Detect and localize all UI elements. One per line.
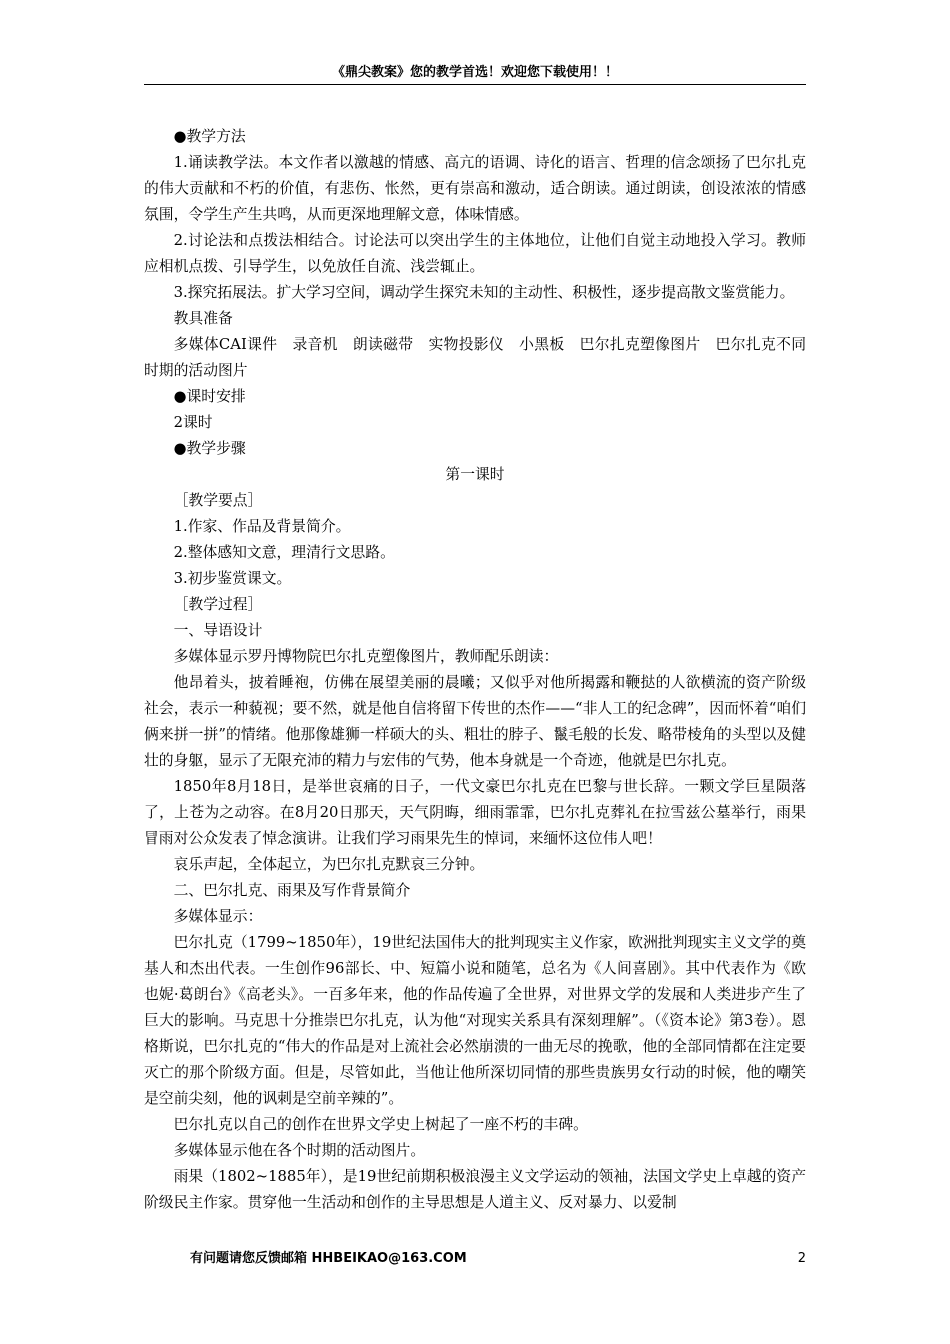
page-header: 《鼎尖教案》您的教学首选！欢迎您下载使用！！ [331,65,618,80]
paragraph-hugo-bio: 雨果（1802~1885年），是19世纪前期积极浪漫主义文学运动的领袖，法国文学史上卓越的资产阶级民主作家。贯穿他一生活动和创作的主导思想是人道主义、反对暴力、以爱制 [144,1168,806,1211]
paragraph-silence: 哀乐声起，全体起立，为巴尔扎克默哀三分钟。 [173,856,485,873]
key-point-3: 3.初步鉴赏课文。 [173,570,292,587]
section-heading-schedule: ●课时安排 [173,388,246,405]
key-point-2: 2.整体感知文意，理清行文思路。 [173,544,395,561]
document-body [144,124,806,1216]
paragraph-multimedia-statue: 多媒体显示罗丹博物院巴尔扎克塑像图片，教师配乐朗读： [173,648,559,665]
key-point-1: 1.作家、作品及背景简介。 [173,518,351,535]
subheading-background: 二、巴尔扎克、雨果及写作背景简介 [173,882,411,899]
paragraph-schedule: 2课时 [173,414,213,431]
subheading-key-points: ［教学要点］ [173,492,263,509]
footer-contact: 有问题请您反馈邮箱 HHBEIKAO@163.COM [190,1251,467,1266]
page-number: 2 [797,1251,806,1266]
paragraph-balzac-images: 多媒体显示他在各个时期的活动图片。 [173,1142,426,1159]
section-heading-teaching-aids: 教具准备 [173,310,233,327]
paragraph-multimedia-display: 多媒体显示： [173,908,263,925]
paragraph-statue-description: 他昂着头，披着睡袍，仿佛在展望美丽的晨曦；又似乎对他所揭露和鞭挞的人欲横流的资产阶级社会，表示一种藐视；要不然，就是他自信将留下传世的杰作——“非人工的纪念碑”，因而怀着“咱们俩来拼一拼”的情绪。他那像雄狮一样硕大的头、粗壮的脖子、鬣毛般的长发、略带棱角的头型以及健壮的身躯，显示了无限充沛的精力与宏伟的气势，他本身就是一个奇迹，他就是巴尔扎克。 [144,674,806,769]
subheading-intro-design: 一、导语设计 [173,622,263,639]
paragraph-funeral: 1850年8月18日，是举世哀痛的日子，一代文豪巴尔扎克在巴黎与世长辞。一颗文学巨星陨落了，上苍为之动容。在8月20日那天，天气阴晦，细雨霏霏，巴尔扎克葬礼在拉雪兹公墓举行，雨果冒雨对公众发表了悼念演讲。让我们学习雨果先生的悼词，来缅怀这位伟人吧！ [144,778,806,847]
section-heading-teaching-methods: ●教学方法 [173,128,246,145]
paragraph-balzac-bio: 巴尔扎克（1799~1850年），19世纪法国伟大的批判现实主义作家，欧洲批判现实主义文学的奠基人和杰出代表。一生创作96部长、中、短篇小说和随笔，总名为《人间喜剧》。其中代表作为《欧也妮·葛朗台》《高老头》。一百多年来，他的作品传遍了全世界，对世界文学的发展和人类进步产生了巨大的影响。马克思十分推崇巴尔扎克，认为他“对现实关系具有深刻理解”。（《资本论》第3卷）。恩格斯说，巴尔扎克的“伟大的作品是对上流社会必然崩溃的一曲无尽的挽歌，他的全部同情都在注定要灭亡的那个阶级方面。但是，尽管如此，当他让他所深切同情的那些贵族男女行动的时候，他的嘲笑是空前尖刻，他的讽刺是空前辛辣的”。 [144,934,806,1107]
lesson-title: 第一课时 [445,466,505,483]
paragraph-method-1: 1.诵读教学法。本文作者以激越的情感、高亢的语调、诗化的语言、哲理的信念颂扬了巴尔扎克的伟大贡献和不朽的价值，有悲伤、怅然，更有崇高和激动，适合朗读。通过朗读，创设浓浓的情感氛围，令学生产生共鸣，从而更深地理解文意，体味情感。 [144,154,806,223]
subheading-process: ［教学过程］ [173,596,263,613]
paragraph-teaching-aids: 多媒体CAI课件 录音机 朗读磁带 实物投影仪 小黑板 巴尔扎克塑像图片 巴尔扎克不同时期的活动图片 [144,336,806,379]
header-divider [144,84,806,85]
paragraph-method-3: 3.探究拓展法。扩大学习空间，调动学生探究未知的主动性、积极性，逐步提高散文鉴赏能力。 [173,284,795,301]
section-heading-steps: ●教学步骤 [173,440,246,457]
paragraph-method-2: 2.讨论法和点拨法相结合。讨论法可以突出学生的主体地位，让他们自觉主动地投入学习。教师应相机点拨、引导学生，以免放任自流、浅尝辄止。 [144,232,806,275]
paragraph-balzac-monument: 巴尔扎克以自己的创作在世界文学史上树起了一座不朽的丰碑。 [173,1116,588,1133]
